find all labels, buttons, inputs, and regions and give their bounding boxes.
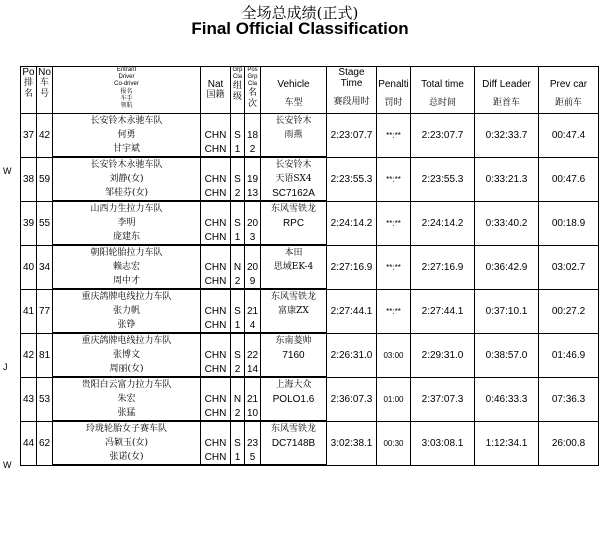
codriver-cell: 邹桂芬(女) [53,186,201,201]
nat-blank-cell [201,421,231,436]
nat-blank-cell [201,377,231,392]
entrant-cell: 贵阳白云富力拉力车队 [53,377,201,392]
position-cell: 44 [21,421,37,465]
entrant-cell: 长安铃木永驰车队 [53,114,201,129]
grp-blank-cell [231,377,245,392]
total-time-cell: 2:37:07.3 [411,377,475,421]
grp-blank-cell [231,245,245,260]
stage-time-cell: 2:23:07.7 [327,114,377,158]
total-time-cell: 2:27:16.9 [411,245,475,289]
car-number-cell: 62 [37,421,53,465]
class-cell: 2 [231,274,245,289]
class-pos-cell: 9 [245,274,261,289]
entrant-cell: 山西力生拉力车队 [53,201,201,216]
vehicle-line3-cell: SC7162A [261,186,327,201]
pos-blank-cell [245,201,261,216]
nat-codriver-cell: CHN [201,318,231,333]
title-english: Final Official Classification [191,19,409,38]
group-pos-cell: 21 [245,392,261,406]
header-vehicle: Vehicle 车型 [261,67,327,114]
pos-blank-cell [245,289,261,304]
grp-blank-cell [231,201,245,216]
group-cell: S [231,128,245,142]
vehicle-line2-cell: 雨燕 [261,128,327,142]
header-po: Po 排名 [21,67,37,114]
vehicle-line1-cell: 东南菱帅 [261,333,327,348]
car-number-cell: 34 [37,245,53,289]
diff-leader-cell: 0:36:42.9 [475,245,539,289]
car-number-cell: 55 [37,201,53,245]
header-no: No 车号 [37,67,53,114]
class-cell: 1 [231,230,245,245]
class-cell: 2 [231,406,245,421]
stage-time-cell: 3:02:38.1 [327,421,377,465]
group-cell: N [231,392,245,406]
nat-driver-cell: CHN [201,304,231,318]
penalty-cell: 00:30 [377,421,411,465]
group-cell: S [231,172,245,186]
stage-time-cell: 2:27:44.1 [327,289,377,333]
entrant-cell: 长安铃木永驰车队 [53,157,201,172]
codriver-cell: 周丽(女) [53,362,201,377]
nat-driver-cell: CHN [201,436,231,450]
position-cell: 37 [21,114,37,158]
diff-leader-cell: 0:33:40.2 [475,201,539,245]
codriver-cell: 甘宇斌 [53,142,201,157]
pos-blank-cell [245,114,261,129]
header-row [21,67,599,114]
vehicle-line3-cell [261,142,327,157]
nat-driver-cell: CHN [201,392,231,406]
penalty-cell: **:** [377,114,411,158]
stage-time-cell: 2:26:31.0 [327,333,377,377]
vehicle-line1-cell: 长安铃木 [261,114,327,129]
entrant-cell: 玲珑轮胎女子赛车队 [53,421,201,436]
table-row [21,421,599,436]
prev-car-cell: 00:47.4 [539,114,599,158]
header-stage-time: Stage Time 赛段用时 [327,67,377,114]
class-cell: 1 [231,450,245,465]
table-row [21,333,599,348]
car-number-cell: 42 [37,114,53,158]
header-grp: Grp Cla 组级 [231,67,245,114]
vehicle-line1-cell: 东风雪铁龙 [261,289,327,304]
car-number-cell: 81 [37,333,53,377]
group-cell: N [231,260,245,274]
class-pos-cell: 13 [245,186,261,201]
codriver-cell: 张诺(女) [53,450,201,465]
nat-blank-cell [201,114,231,129]
nat-codriver-cell: CHN [201,450,231,465]
class-cell: 1 [231,318,245,333]
group-pos-cell: 21 [245,304,261,318]
group-pos-cell: 22 [245,348,261,362]
pos-blank-cell [245,157,261,172]
vehicle-line3-cell [261,230,327,245]
grp-blank-cell [231,114,245,129]
diff-leader-cell: 0:37:10.1 [475,289,539,333]
vehicle-line3-cell [261,406,327,421]
nat-codriver-cell: CHN [201,186,231,201]
class-cell: 1 [231,142,245,157]
driver-cell: 张力帆 [53,304,201,318]
class-pos-cell: 2 [245,142,261,157]
prev-car-cell: 03:02.7 [539,245,599,289]
prev-car-cell: 00:47.6 [539,157,599,201]
position-cell: 40 [21,245,37,289]
vehicle-line2-cell: RPC [261,216,327,230]
driver-cell: 赖志宏 [53,260,201,274]
total-time-cell: 3:03:08.1 [411,421,475,465]
nat-driver-cell: CHN [201,216,231,230]
grp-blank-cell [231,333,245,348]
vehicle-line1-cell: 长安铃木 [261,157,327,172]
driver-cell: 李明 [53,216,201,230]
entrant-cell: 朝阳轮胎拉力车队 [53,245,201,260]
vehicle-line2-cell: DC7148B [261,436,327,450]
class-pos-cell: 3 [245,230,261,245]
prev-car-cell: 26:00.8 [539,421,599,465]
group-pos-cell: 20 [245,260,261,274]
group-cell: S [231,348,245,362]
total-time-cell: 2:24:14.2 [411,201,475,245]
position-cell: 43 [21,377,37,421]
table-row [21,157,599,172]
stage-time-cell: 2:27:16.9 [327,245,377,289]
vehicle-line1-cell: 上海大众 [261,377,327,392]
vehicle-line1-cell: 东风雪铁龙 [261,421,327,436]
class-cell: 2 [231,186,245,201]
total-time-cell: 2:23:55.3 [411,157,475,201]
stage-time-cell: 2:23:55.3 [327,157,377,201]
codriver-cell: 张铮 [53,318,201,333]
class-cell: 2 [231,362,245,377]
nat-codriver-cell: CHN [201,362,231,377]
nat-blank-cell [201,333,231,348]
nat-driver-cell: CHN [201,128,231,142]
prev-car-cell: 00:18.9 [539,201,599,245]
vehicle-line3-cell [261,450,327,465]
group-pos-cell: 19 [245,172,261,186]
diff-leader-cell: 0:46:33.3 [475,377,539,421]
header-nat: Nat 国籍 [201,67,231,114]
prev-car-cell: 00:27.2 [539,289,599,333]
codriver-cell: 周中才 [53,274,201,289]
grp-blank-cell [231,289,245,304]
nat-codriver-cell: CHN [201,406,231,421]
header-prev-car: Prev car 距前车 [539,67,599,114]
prev-car-cell: 01:46.9 [539,333,599,377]
row-marker: W [3,166,12,176]
pos-blank-cell [245,377,261,392]
nat-blank-cell [201,201,231,216]
driver-cell: 张博文 [53,348,201,362]
position-cell: 41 [21,289,37,333]
row-marker: W [3,460,12,470]
stage-time-cell: 2:36:07.3 [327,377,377,421]
driver-cell: 冯颖玉(女) [53,436,201,450]
nat-blank-cell [201,157,231,172]
vehicle-line1-cell: 东风雪铁龙 [261,201,327,216]
header-total-time: Total time 总时间 [411,67,475,114]
position-cell: 39 [21,201,37,245]
group-pos-cell: 20 [245,216,261,230]
entrant-cell: 重庆鸽牌电线拉力车队 [53,333,201,348]
group-cell: S [231,436,245,450]
pos-blank-cell [245,245,261,260]
driver-cell: 朱宏 [53,392,201,406]
class-pos-cell: 14 [245,362,261,377]
table-row [21,201,599,216]
pos-blank-cell [245,333,261,348]
header-penalty: Penalti 罚时 [377,67,411,114]
grp-blank-cell [231,421,245,436]
header-pos: Pos Grp Cla 名次 [245,67,261,114]
nat-driver-cell: CHN [201,348,231,362]
vehicle-line1-cell: 本田 [261,245,327,260]
group-pos-cell: 23 [245,436,261,450]
grp-blank-cell [231,157,245,172]
header-entrant: Entrant Driver Co-driver 报名 车手 领航 [53,67,201,114]
class-pos-cell: 4 [245,318,261,333]
penalty-cell: **:** [377,245,411,289]
position-cell: 38 [21,157,37,201]
car-number-cell: 59 [37,157,53,201]
vehicle-line2-cell: 7160 [261,348,327,362]
stage-time-cell: 2:24:14.2 [327,201,377,245]
vehicle-line2-cell: 天语SX4 [261,172,327,186]
car-number-cell: 77 [37,289,53,333]
table-row [21,377,599,392]
vehicle-line2-cell: POLO1.6 [261,392,327,406]
driver-cell: 刘静(女) [53,172,201,186]
car-number-cell: 53 [37,377,53,421]
vehicle-line2-cell: 思域EK-4 [261,260,327,274]
total-time-cell: 2:29:31.0 [411,333,475,377]
group-cell: S [231,304,245,318]
nat-codriver-cell: CHN [201,230,231,245]
position-cell: 42 [21,333,37,377]
classification-table [20,66,599,466]
total-time-cell: 2:27:44.1 [411,289,475,333]
group-cell: S [231,216,245,230]
table-row [21,289,599,304]
pos-blank-cell [245,421,261,436]
penalty-cell: **:** [377,201,411,245]
nat-blank-cell [201,245,231,260]
total-time-cell: 2:23:07.7 [411,114,475,158]
penalty-cell: **:** [377,289,411,333]
row-marker: J [3,362,8,372]
diff-leader-cell: 1:12:34.1 [475,421,539,465]
group-pos-cell: 18 [245,128,261,142]
vehicle-line3-cell [261,318,327,333]
vehicle-line2-cell: 富康ZX [261,304,327,318]
nat-blank-cell [201,289,231,304]
driver-cell: 何勇 [53,128,201,142]
diff-leader-cell: 0:32:33.7 [475,114,539,158]
codriver-cell: 庞建东 [53,230,201,245]
class-pos-cell: 10 [245,406,261,421]
table-row [21,114,599,129]
vehicle-line3-cell [261,362,327,377]
nat-codriver-cell: CHN [201,274,231,289]
codriver-cell: 张猛 [53,406,201,421]
nat-driver-cell: CHN [201,260,231,274]
nat-codriver-cell: CHN [201,142,231,157]
penalty-cell: **:** [377,157,411,201]
title-chinese: 全场总成绩(正式) [241,4,359,22]
diff-leader-cell: 0:33:21.3 [475,157,539,201]
penalty-cell: 01:00 [377,377,411,421]
diff-leader-cell: 0:38:57.0 [475,333,539,377]
vehicle-line3-cell [261,274,327,289]
prev-car-cell: 07:36.3 [539,377,599,421]
class-pos-cell: 5 [245,450,261,465]
nat-driver-cell: CHN [201,172,231,186]
penalty-cell: 03:00 [377,333,411,377]
header-diff-leader: Diff Leader 距首车 [475,67,539,114]
entrant-cell: 重庆鸽牌电线拉力车队 [53,289,201,304]
table-row [21,245,599,260]
